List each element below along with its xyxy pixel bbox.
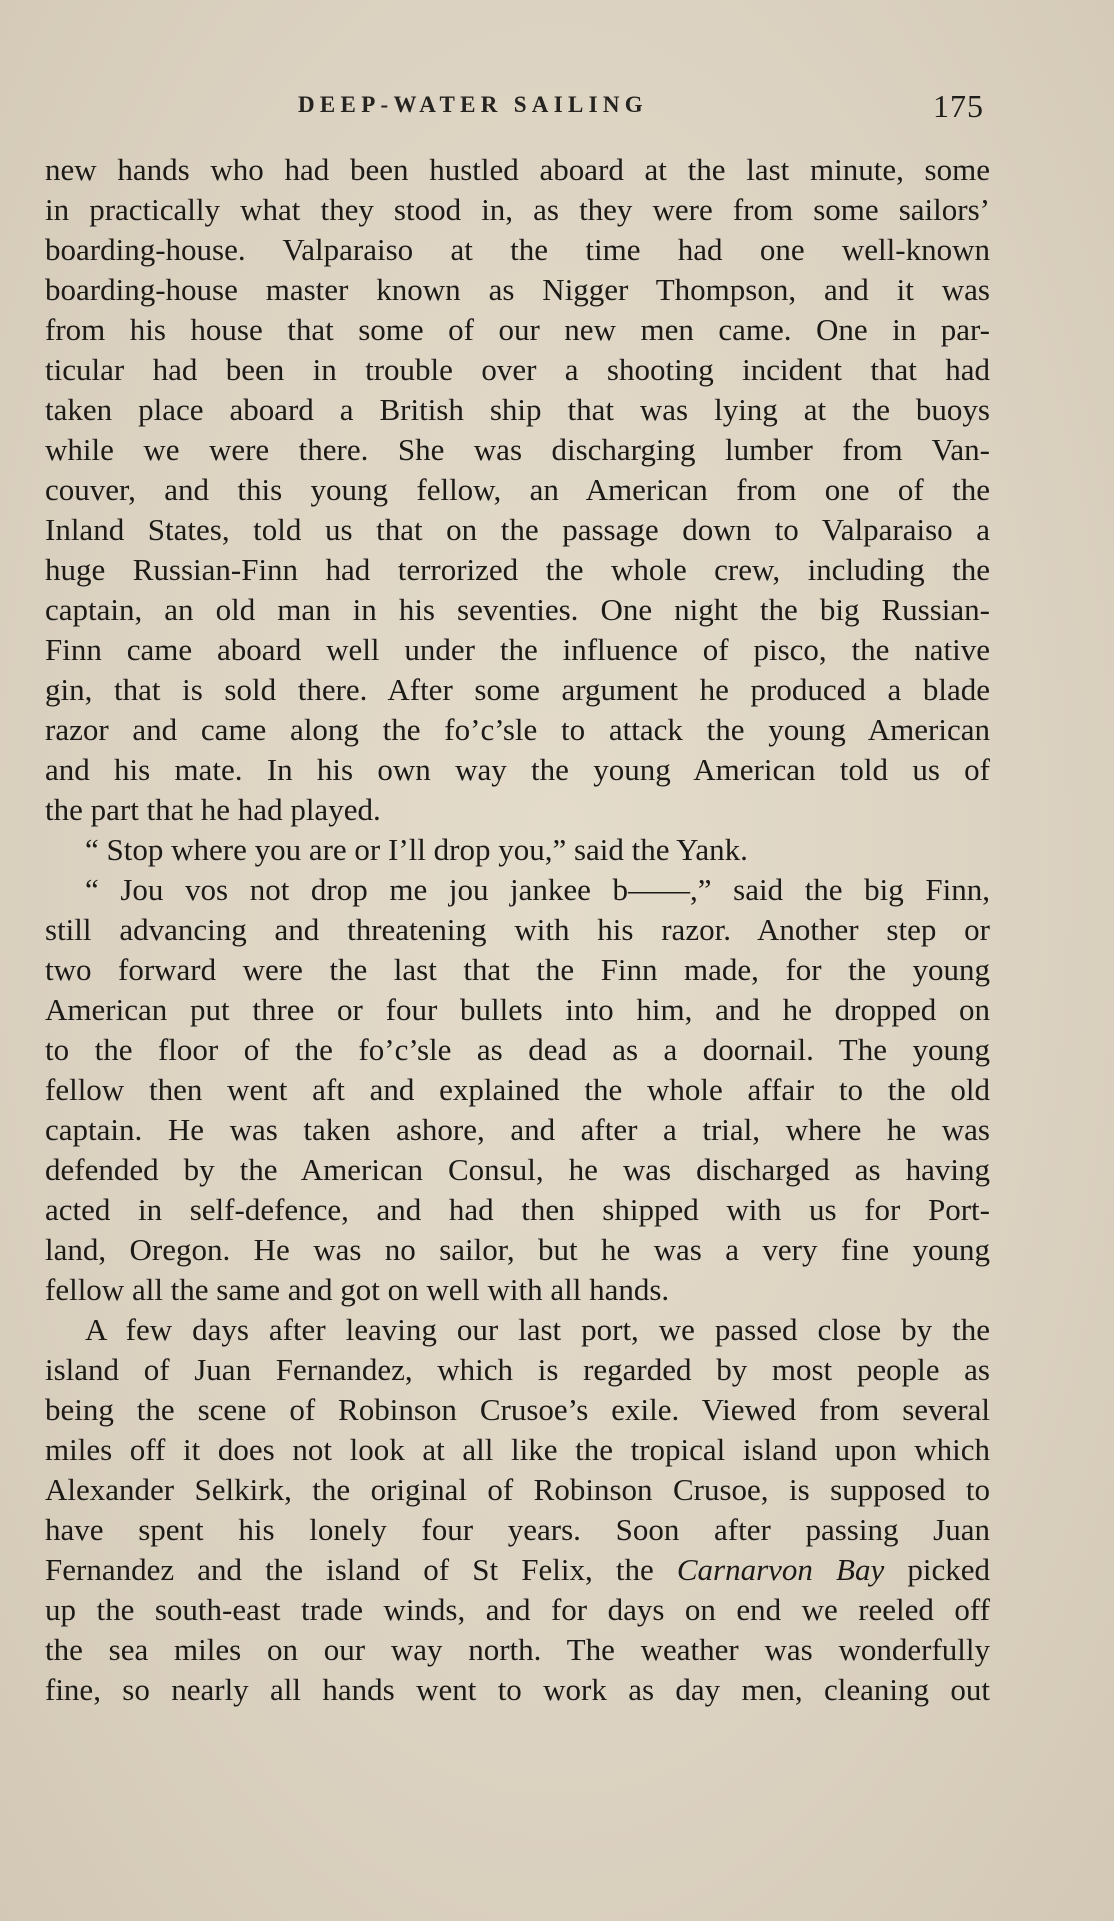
text-line: land, Oregon. He was no sailor, but he was a very fine young	[45, 1232, 990, 1267]
text-line: gin, that is sold there. After some argument he produced a blade	[45, 672, 990, 707]
ship-name: Carnarvon Bay	[676, 1552, 885, 1587]
text-line: the sea miles on our way north. The weather was wonderfully	[45, 1632, 990, 1667]
text-line: fellow then went aft and explained the whole affair to the old	[45, 1072, 990, 1107]
text-line: American put three or four bullets into him, and he dropped on	[45, 992, 990, 1027]
text-line: still advancing and threatening with his razor. Another step or	[45, 912, 990, 947]
text-line: Alexander Selkirk, the original of Robinson Crusoe, is supposed to	[45, 1472, 990, 1507]
text-line-with-ship-name	[45, 1550, 990, 1590]
text-line: miles off it does not look at all like the tropical island upon which	[45, 1432, 990, 1467]
text-line: razor and came along the fo’c’sle to attack the young American	[45, 712, 990, 747]
text-line: Finn came aboard well under the influence of pisco, the native	[45, 632, 990, 667]
text-line: from his house that some of our new men came. One in par-	[45, 312, 990, 347]
text-line: in practically what they stood in, as they were from some sailors’	[45, 192, 990, 227]
text-line: and his mate. In his own way the young American told us of	[45, 752, 990, 787]
text-line: taken place aboard a British ship that was lying at the buoys	[45, 392, 990, 427]
text-line: to the floor of the fo’c’sle as dead as a doornail. The young	[45, 1032, 990, 1067]
paragraph-end-line: fellow all the same and got on well with all hands.	[45, 1272, 670, 1307]
text-line: being the scene of Robinson Crusoe’s exile. Viewed from several	[45, 1392, 990, 1427]
text-line: up the south-east trade winds, and for days on end we reeled off	[45, 1592, 990, 1627]
text-line: have spent his lonely four years. Soon after passing Juan	[45, 1512, 990, 1547]
dialogue-line: “ Stop where you are or I’ll drop you,” said the Yank.	[85, 832, 748, 867]
page-number: 175	[933, 88, 984, 124]
text-line: ticular had been in trouble over a shooting incident that had	[45, 352, 990, 387]
text-line: acted in self-defence, and had then shipped with us for Port-	[45, 1192, 990, 1227]
text-line: while we were there. She was discharging lumber from Van-	[45, 432, 990, 467]
text-after-ship-name: picked	[884, 1552, 990, 1587]
text-line: boarding-house. Valparaiso at the time had one well-known	[45, 232, 990, 267]
text-before-ship-name: Fernandez and the island of St Felix, the	[45, 1552, 677, 1587]
text-line: captain, an old man in his seventies. One night the big Russian-	[45, 592, 990, 627]
text-line: new hands who had been hustled aboard at the last minute, some	[45, 152, 990, 187]
paragraph-start-line: A few days after leaving our last port, we passed close by the	[85, 1312, 990, 1347]
chapter-title: DEEP-WATER SAILING	[298, 92, 648, 117]
dialogue-line: “ Jou vos not drop me jou jankee b——,” said the big Finn,	[85, 872, 990, 907]
running-head	[0, 88, 1114, 128]
text-line: Inland States, told us that on the passage down to Valparaiso a	[45, 512, 990, 547]
text-line: two forward were the last that the Finn made, for the young	[45, 952, 990, 987]
paragraph-end-line: the part that he had played.	[45, 792, 381, 827]
text-line: huge Russian-Finn had terrorized the whole crew, including the	[45, 552, 990, 587]
text-line: island of Juan Fernandez, which is regarded by most people as	[45, 1352, 990, 1387]
text-line: defended by the American Consul, he was discharged as having	[45, 1152, 990, 1187]
text-line: couver, and this young fellow, an American from one of the	[45, 472, 990, 507]
text-line: boarding-house master known as Nigger Thompson, and it was	[45, 272, 990, 307]
text-line: fine, so nearly all hands went to work as day men, cleaning out	[45, 1672, 990, 1707]
body-text	[45, 150, 990, 1710]
text-line: captain. He was taken ashore, and after a trial, where he was	[45, 1112, 990, 1147]
